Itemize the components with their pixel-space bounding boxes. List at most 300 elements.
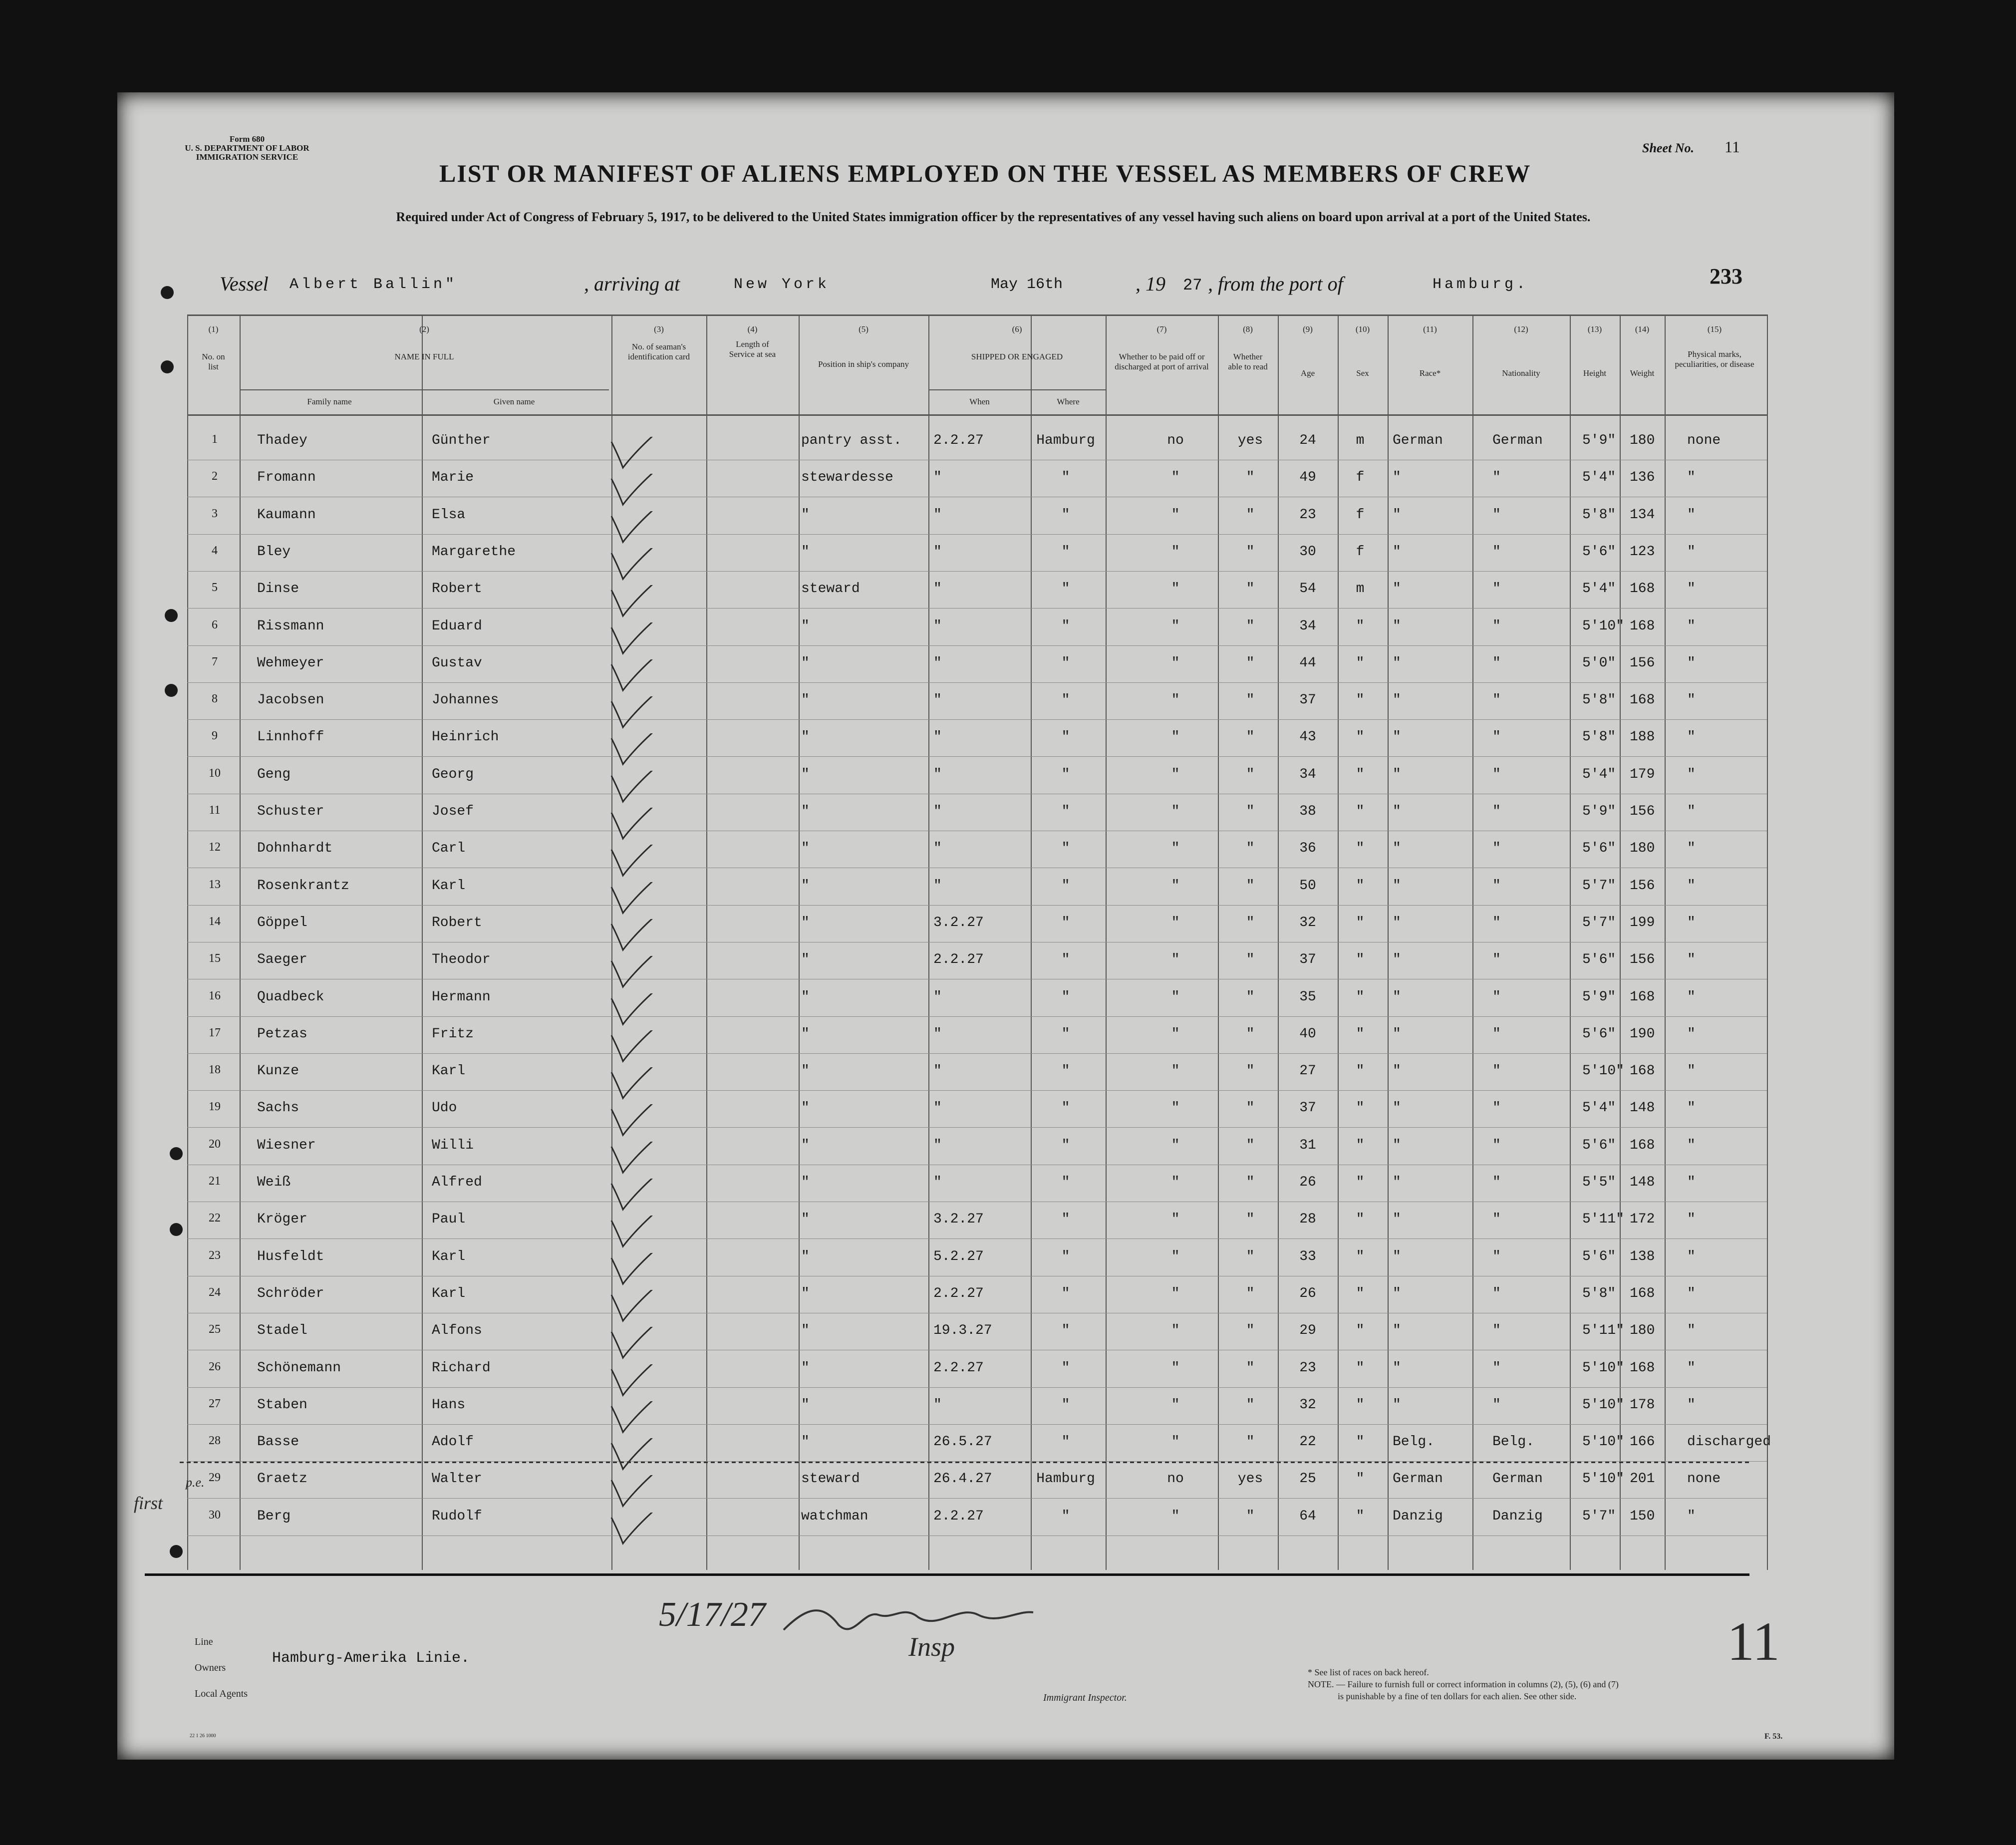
able-to-read: " [1246, 618, 1255, 634]
sex: " [1356, 1175, 1365, 1190]
col5-header: Position in ship's company [818, 359, 909, 369]
able-to-read: " [1246, 1137, 1255, 1153]
shipped-where: Hamburg [1036, 433, 1095, 448]
paid-off: " [1171, 1248, 1180, 1264]
family-name: Weiß [257, 1175, 291, 1190]
paid-off: " [1171, 878, 1180, 894]
col9-header: Age [1300, 368, 1315, 378]
position: " [801, 1360, 810, 1376]
family-name: Göppel [257, 915, 307, 930]
physical-marks: " [1687, 804, 1696, 819]
position: " [801, 989, 810, 1005]
position: " [801, 952, 810, 968]
physical-marks: " [1687, 618, 1696, 634]
given-name: Theodor [432, 952, 491, 968]
row-number: 12 [209, 841, 221, 854]
checkmark-icon [609, 771, 684, 806]
given-name: Eduard [432, 618, 482, 634]
race: " [1393, 1100, 1401, 1116]
age: 33 [1299, 1248, 1316, 1264]
paid-off: " [1171, 1175, 1180, 1190]
checkmark-icon [609, 659, 684, 694]
arrival-port: New York [734, 276, 830, 293]
weight: 168 [1630, 1360, 1655, 1376]
col6a-header: When [969, 397, 990, 406]
paid-off: " [1171, 1434, 1180, 1450]
shipped-where: " [1061, 915, 1070, 930]
race: " [1393, 1175, 1401, 1190]
height: 5'6" [1582, 952, 1616, 968]
physical-marks: " [1687, 1063, 1696, 1079]
checkmark-icon [609, 1142, 684, 1177]
able-to-read: " [1246, 1323, 1255, 1339]
physical-marks: " [1687, 952, 1696, 968]
able-to-read: " [1246, 1397, 1255, 1413]
checkmark-icon [609, 1327, 684, 1362]
row-rule [187, 1238, 1767, 1239]
row-28-strikethrough [180, 1462, 1752, 1463]
shipped-where: " [1061, 1248, 1070, 1264]
weight: 190 [1630, 1026, 1655, 1042]
shipped-where: " [1061, 1175, 1070, 1190]
sheet-label: Sheet No. [1642, 141, 1694, 155]
checkmark-icon [609, 1438, 684, 1473]
weight: 168 [1630, 989, 1655, 1005]
shipped-where: " [1061, 989, 1070, 1005]
col1-num: (1) [208, 324, 219, 334]
checkmark-icon [609, 1253, 684, 1288]
checkmark-icon [609, 919, 684, 954]
family-name: Kunze [257, 1063, 299, 1079]
nationality: " [1492, 915, 1501, 930]
shipped-where: " [1061, 729, 1070, 745]
shipped-when: 2.2.27 [933, 1285, 984, 1301]
position: " [801, 692, 810, 708]
page-subtitle: Required under Act of Congress of February 5, 1917, to be delivered to the United States immigration officer by the representatives of any vessel having such aliens on board upon arrival at a port of the United States. [396, 210, 1591, 224]
sex: m [1356, 581, 1365, 597]
age: 44 [1299, 655, 1316, 671]
position: " [801, 507, 810, 523]
physical-marks: " [1687, 1175, 1696, 1190]
row-rule [187, 645, 1767, 646]
col12-header: Nationality [1502, 368, 1540, 378]
local-agents-label: Local Agents [195, 1688, 248, 1699]
weight: 134 [1630, 507, 1655, 523]
family-name: Kaumann [257, 507, 316, 523]
row-number: 11 [209, 804, 221, 817]
nationality: " [1492, 618, 1501, 634]
given-name: Udo [432, 1100, 457, 1116]
race: " [1393, 1063, 1401, 1079]
nationality: " [1492, 729, 1501, 745]
weight: 178 [1630, 1397, 1655, 1413]
given-name: Margarethe [432, 544, 516, 560]
shipped-when: " [933, 1026, 942, 1042]
given-name: Elsa [432, 507, 466, 523]
sex: " [1356, 692, 1365, 708]
checkmark-icon [609, 1030, 684, 1065]
col1-header: No. on list [202, 352, 225, 371]
sex: " [1356, 841, 1365, 857]
position: " [801, 1323, 810, 1339]
given-name: Alfons [432, 1323, 482, 1339]
position: steward [801, 1471, 860, 1487]
position: steward [801, 581, 860, 597]
shipped-when: 2.2.27 [933, 952, 984, 968]
family-name: Saeger [257, 952, 307, 968]
paid-off: no [1167, 433, 1184, 448]
paid-off: " [1171, 1508, 1180, 1524]
shipped-when: " [933, 692, 942, 708]
family-name: Fromann [257, 470, 316, 486]
family-name: Stadel [257, 1323, 307, 1339]
col10-header: Sex [1356, 368, 1369, 378]
age: 50 [1299, 878, 1316, 894]
physical-marks: " [1687, 655, 1696, 671]
weight: 168 [1630, 692, 1655, 708]
physical-marks: " [1687, 1026, 1696, 1042]
sex: f [1356, 507, 1365, 523]
given-name: Karl [432, 1285, 466, 1301]
col2-num: (2) [419, 324, 429, 334]
row-rule [187, 1053, 1767, 1054]
row-number: 4 [212, 544, 218, 557]
owners-label: Owners [195, 1662, 226, 1673]
physical-marks: " [1687, 878, 1696, 894]
family-name: Quadbeck [257, 989, 324, 1005]
race: " [1393, 655, 1401, 671]
family-name: Sachs [257, 1100, 299, 1116]
race: " [1393, 618, 1401, 634]
given-name: Karl [432, 878, 466, 894]
age: 26 [1299, 1175, 1316, 1190]
row-number: 16 [209, 989, 221, 1002]
row-number: 24 [209, 1285, 221, 1299]
weight: 168 [1630, 618, 1655, 634]
shipped-when: " [933, 989, 942, 1005]
given-name: Georg [432, 766, 474, 782]
checkmark-icon [609, 882, 684, 917]
age: 23 [1299, 1360, 1316, 1376]
nationality: " [1492, 1100, 1501, 1116]
physical-marks: " [1687, 1248, 1696, 1264]
shipped-when: " [933, 1175, 942, 1190]
shipped-where: Hamburg [1036, 1471, 1095, 1487]
height: 5'6" [1582, 544, 1616, 560]
shipped-when: " [933, 581, 942, 597]
family-name: Schönemann [257, 1360, 341, 1376]
checkmark-icon [609, 733, 684, 768]
col13-num: (13) [1587, 324, 1602, 334]
age: 32 [1299, 915, 1316, 930]
arrival-year: 27 [1183, 276, 1202, 295]
row-number: 5 [212, 581, 218, 595]
nationality: " [1492, 952, 1501, 968]
col8-header: Whether able to read [1228, 352, 1268, 371]
weight: 180 [1630, 841, 1655, 857]
given-name: Robert [432, 915, 482, 930]
shipped-when: " [933, 544, 942, 560]
checkmark-icon [609, 548, 684, 583]
family-name: Thadey [257, 433, 307, 448]
paid-off: " [1171, 915, 1180, 930]
col3-num: (3) [654, 324, 664, 334]
shipped-where: " [1061, 618, 1070, 634]
sex: " [1356, 915, 1365, 930]
family-name: Schuster [257, 804, 324, 819]
weight: 179 [1630, 766, 1655, 782]
weight: 180 [1630, 1323, 1655, 1339]
height: 5'4" [1582, 766, 1616, 782]
shipped-when: " [933, 507, 942, 523]
row-rule [187, 1498, 1767, 1499]
service-name: IMMIGRATION SERVICE [196, 152, 298, 162]
height: 5'8" [1582, 1285, 1616, 1301]
checkmark-icon [609, 808, 684, 843]
physical-marks: " [1687, 1508, 1696, 1524]
shipped-when: " [933, 1063, 942, 1079]
col8-num: (8) [1243, 324, 1253, 334]
col14-num: (14) [1635, 324, 1650, 334]
able-to-read: " [1246, 804, 1255, 819]
paid-off: " [1171, 989, 1180, 1005]
shipped-when: 5.2.27 [933, 1248, 984, 1264]
checkmark-icon [609, 1179, 684, 1214]
height: 5'4" [1582, 1100, 1616, 1116]
shipped-where: " [1061, 878, 1070, 894]
able-to-read: " [1246, 507, 1255, 523]
row-rule [187, 1090, 1767, 1091]
paid-off: " [1171, 1063, 1180, 1079]
shipped-where: " [1061, 1360, 1070, 1376]
height: 5'7" [1582, 1508, 1616, 1524]
age: 37 [1299, 952, 1316, 968]
shipped-when: " [933, 655, 942, 671]
height: 5'0" [1582, 655, 1616, 671]
family-name: Wehmeyer [257, 655, 324, 671]
checkmark-icon [609, 1067, 684, 1102]
race: " [1393, 952, 1401, 968]
printer-code: 22 1 26 1000 [190, 1733, 216, 1739]
family-name: Dinse [257, 581, 299, 597]
given-name: Richard [432, 1360, 491, 1376]
age: 34 [1299, 618, 1316, 634]
race: " [1393, 766, 1401, 782]
given-name: Paul [432, 1212, 466, 1228]
physical-marks: " [1687, 581, 1696, 597]
checkmark-icon [609, 511, 684, 546]
age: 31 [1299, 1137, 1316, 1153]
row-rule [187, 608, 1767, 609]
race: " [1393, 1397, 1401, 1413]
paid-off: " [1171, 1100, 1180, 1116]
physical-marks: " [1687, 841, 1696, 857]
position: pantry asst. [801, 433, 902, 448]
given-name: Walter [432, 1471, 482, 1487]
sex: " [1356, 1248, 1365, 1264]
shipped-where: " [1061, 766, 1070, 782]
paid-off: " [1171, 804, 1180, 819]
given-name: Hans [432, 1397, 466, 1413]
physical-marks: discharged [1687, 1434, 1771, 1450]
shipped-where: " [1061, 1508, 1070, 1524]
shipped-where: " [1061, 507, 1070, 523]
races-note: * See list of races on back hereof. [1308, 1667, 1429, 1677]
given-name: Josef [432, 804, 474, 819]
checkmark-icon [609, 1513, 684, 1547]
family-name: Geng [257, 766, 291, 782]
shipped-when: 2.2.27 [933, 1360, 984, 1376]
given-name: Karl [432, 1063, 466, 1079]
checkmark-icon [609, 956, 684, 991]
col15-header: Physical marks, peculiarities, or disease [1675, 349, 1754, 369]
row-rule [187, 571, 1767, 572]
nationality: " [1492, 841, 1501, 857]
checkmark-icon [609, 437, 684, 472]
nationality: " [1492, 1285, 1501, 1301]
sex: " [1356, 1212, 1365, 1228]
family-name: Husfeldt [257, 1248, 324, 1264]
given-name: Heinrich [432, 729, 499, 745]
shipped-where: " [1061, 1323, 1070, 1339]
weight: 172 [1630, 1212, 1655, 1228]
physical-marks: " [1687, 1212, 1696, 1228]
sex: " [1356, 1285, 1365, 1301]
nationality: " [1492, 766, 1501, 782]
able-to-read: " [1246, 1175, 1255, 1190]
position: " [801, 1100, 810, 1116]
col7-header: Whether to be paid off or discharged at port of arrival [1115, 352, 1209, 371]
race: " [1393, 1248, 1401, 1264]
sex: " [1356, 1137, 1365, 1153]
row-number: 3 [212, 507, 218, 520]
height: 5'10" [1582, 1471, 1625, 1487]
row-rule [187, 682, 1767, 683]
weight: 168 [1630, 1285, 1655, 1301]
given-name: Carl [432, 841, 466, 857]
position: watchman [801, 1508, 868, 1524]
age: 64 [1299, 1508, 1316, 1524]
nationality: " [1492, 581, 1501, 597]
row-number: 13 [209, 878, 221, 891]
row-number: 6 [212, 618, 218, 631]
punch-hole [165, 609, 178, 622]
age: 35 [1299, 989, 1316, 1005]
age: 40 [1299, 1026, 1316, 1042]
weight: 188 [1630, 729, 1655, 745]
family-name: Bley [257, 544, 291, 560]
position: " [801, 804, 810, 819]
weight: 156 [1630, 952, 1655, 968]
checkmark-icon [609, 1216, 684, 1250]
given-name: Rudolf [432, 1508, 482, 1524]
race: " [1393, 507, 1401, 523]
nationality: " [1492, 804, 1501, 819]
height: 5'6" [1582, 1137, 1616, 1153]
family-name: Petzas [257, 1026, 307, 1042]
family-name: Jacobsen [257, 692, 324, 708]
able-to-read: " [1246, 766, 1255, 782]
height: 5'6" [1582, 841, 1616, 857]
col2b-header: Given name [493, 397, 535, 406]
race: " [1393, 1323, 1401, 1339]
vessel-name: Albert Ballin" [289, 276, 458, 293]
table-header-rule [187, 414, 1767, 416]
sex: " [1356, 1026, 1365, 1042]
shipped-where: " [1061, 1100, 1070, 1116]
shipped-when: 3.2.27 [933, 915, 984, 930]
height: 5'7" [1582, 878, 1616, 894]
shipped-where: " [1061, 841, 1070, 857]
physical-marks: " [1687, 1285, 1696, 1301]
paid-off: " [1171, 841, 1180, 857]
punch-hole [170, 1147, 183, 1160]
physical-marks: " [1687, 1360, 1696, 1376]
paid-off: " [1171, 544, 1180, 560]
physical-marks: " [1687, 766, 1696, 782]
able-to-read: " [1246, 1026, 1255, 1042]
paid-off: " [1171, 581, 1180, 597]
col12-num: (12) [1514, 324, 1528, 334]
age: 24 [1299, 433, 1316, 448]
family-name: Rosenkrantz [257, 878, 349, 894]
able-to-read: " [1246, 915, 1255, 930]
margin-note-pe: p.e. [186, 1475, 205, 1490]
family-name: Staben [257, 1397, 307, 1413]
row-number: 25 [209, 1323, 221, 1336]
row-rule [187, 905, 1767, 906]
position: " [801, 1137, 810, 1153]
race: " [1393, 692, 1401, 708]
row-number: 30 [209, 1508, 221, 1522]
line-label: Line [195, 1636, 213, 1647]
sex: " [1356, 1397, 1365, 1413]
family-name: Rissmann [257, 618, 324, 634]
nationality: " [1492, 470, 1501, 486]
paid-off: " [1171, 1285, 1180, 1301]
family-name: Kröger [257, 1212, 307, 1228]
weight: 138 [1630, 1248, 1655, 1264]
checkmark-icon [609, 1364, 684, 1399]
col6-header: SHIPPED OR ENGAGED [971, 352, 1063, 361]
row-number: 19 [209, 1100, 221, 1114]
col3-header: No. of seaman's identification card [627, 342, 690, 361]
age: 34 [1299, 766, 1316, 782]
row-number: 23 [209, 1248, 221, 1262]
nationality: German [1492, 433, 1543, 448]
age: 38 [1299, 804, 1316, 819]
age: 26 [1299, 1285, 1316, 1301]
row-rule [187, 1016, 1767, 1017]
able-to-read: " [1246, 729, 1255, 745]
subheader-rule [240, 389, 609, 390]
sex: " [1356, 1100, 1365, 1116]
sex: " [1356, 1323, 1365, 1339]
vessel-label: Vessel [220, 273, 269, 295]
age: 32 [1299, 1397, 1316, 1413]
signature-date: 5/17/27 [659, 1595, 766, 1634]
sheet-number: 11 [1725, 138, 1740, 156]
col4-num: (4) [747, 324, 758, 334]
paid-off: " [1171, 1212, 1180, 1228]
inspector-signature [779, 1595, 1038, 1640]
row-number: 27 [209, 1397, 221, 1410]
row-number: 8 [212, 692, 218, 706]
height: 5'7" [1582, 915, 1616, 930]
sex: " [1356, 804, 1365, 819]
position: " [801, 1285, 810, 1301]
shipped-when: 3.2.27 [933, 1212, 984, 1228]
